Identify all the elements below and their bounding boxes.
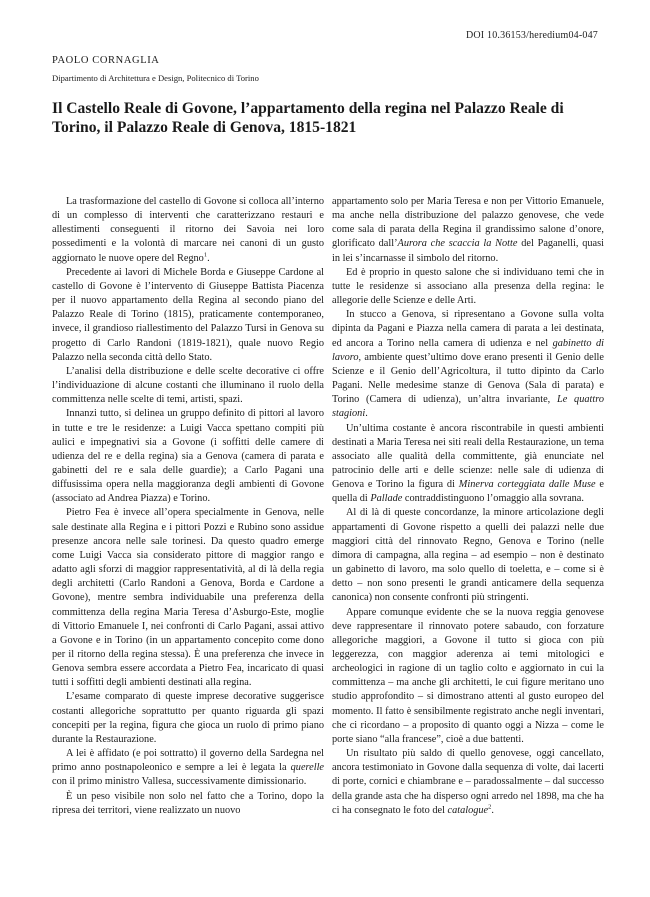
italic-phrase: Pallade (370, 493, 403, 505)
paragraph-text: . (207, 252, 210, 264)
body-paragraph (52, 266, 324, 365)
italic-phrase: Aurora che scaccia la Notte (397, 238, 518, 250)
paragraph-text: del Paganelli, quasi in lei s’incarnasse il simbolo del ritorno. (332, 238, 604, 264)
paragraph-text: appartamento solo per Maria Teresa e non per Vittorio Emanuele, ma anche nella distribuzione del palazzo genovese, che vede come sala di parata della Regina il grandissimo salone d’onore, glorificato dall’ (332, 196, 604, 250)
paragraph-text: contraddistinguono l’omaggio alla sovrana. (402, 493, 584, 505)
paragraph-text: A lei è affidato (e poi sottratto) il governo della Sardegna nel primo anno postnapoleonico e sempre a lei è legata la (52, 748, 324, 774)
paragraph-text: Appare comunque evidente che se la nuova reggia genovese deve rappresentare il rinnovato potere sabaudo, con forzature allegoriche maggiori, a Govone il tutto si gioca con più leggerezza, con maggior aderenza ai temi mitologici e archeologici in ragione di un taglio colto e aggiornato in cui la committenza – ma anche gli architetti, le cui figure meritano uno studio approfondito – si dimostrano attenti al gusto europeo del momento. Il fatto è sensibilmente registrato anche negli inventari, che ci ricordano – a proposito di quanto oggi a Nizza – come le porte siano “alla francese”, cioè a due battenti. (332, 606, 604, 745)
paragraph-text: La trasformazione del castello di Govone si colloca all’interno di un complesso di interventi che caratterizzano restauri e allestimenti conseguenti il ritorno dei Savoia nei loro possedimenti e la volontà di marcare nei canoni di un gusto aggiornato le nuove opere del Regno (52, 196, 324, 264)
paragraph-text: Ed è proprio in questo salone che si individuano temi che in tutte le residenze si associano alla presenza della regina: le allegorie delle Scienze e delle Arti. (332, 266, 604, 307)
italic-phrase: Le quattro stagioni (332, 394, 604, 420)
body-paragraph (52, 790, 324, 818)
body-paragraph (332, 747, 604, 818)
paragraph-text: Precedente ai lavori di Michele Borda e Giuseppe Cardone al castello di Govone è l’intervento di Giuseppe Battista Piacenza per il nuovo appartamento della Regina al secondo piano del Palazzo Reale di Torino (1815), praticamente contemporaneo, invece, il grandioso riallestimento del Palazzo Tursi in Genova su progetto di Carlo Randoni (1819-1821), quale nuovo Regio Palazzo nella seconda città dello Stato. (52, 266, 324, 363)
paragraph-text: . (365, 408, 368, 420)
body-paragraph (332, 266, 604, 308)
footnote-marker: 1 (203, 251, 208, 259)
paragraph-text: Un’ultima costante è ancora riscontrabile in questi ambienti destinati a Maria Teresa nei siti reali della Restaurazione, un tema associato alle qualità della committente, già enunciate nel patrocinio delle arti e delle scienze: nelle sale di udienza di Genova e Torino la figura di (332, 422, 604, 491)
body-column-right (332, 195, 604, 818)
body-paragraph (332, 606, 604, 748)
paragraph-text: Al di là di queste concordanze, la minore articolazione degli appartamenti di Govone rispetto a quelli dei palazzi nelle due maggiori città del rinnovato Regno, Genova e Torino (nelle dimora di campagna, alla regina – ad esempio – non è destinato un gabinetto di lavoro, ma solo quello di toeletta, e – come si è detto – non sono presenti le grandi anticamere della sequenza canonica) non consente confronti più stringenti. (332, 507, 604, 604)
body-paragraph (52, 747, 324, 789)
italic-phrase: catalogue (447, 804, 489, 816)
paragraph-text: , ambiente quest’ultimo dove erano presenti il Genio delle Scienze e il Genio dell’Agricoltura, il tutto dipinto da Carlo Pagani. Nelle medesime stanze di Genova (Sala di parata) e Torino (Camera di udienza), un’altra invariante, (332, 351, 604, 406)
paragraph-text: In stucco a Genova, si ripresentano a Govone sulla volta dipinta da Pagani e Piazza nella camera di parata a lei destinata, ed ancora a Torino nella camera di udienza e nel (332, 309, 604, 349)
italic-phrase: gabinetto di lavoro (332, 337, 604, 363)
body-paragraph (332, 506, 604, 605)
body-paragraph (52, 365, 324, 407)
italic-phrase: querelle (290, 762, 324, 774)
paragraph-text: Pietro Fea è invece all’opera specialmente in Genova, nelle sale destinate alla Regina e i pittori Pozzi e Rubino sono assidue presenze ancora nelle sale torinesi. Da questo quadro emerge come Luigi Vacca sia considerato pittore di maggior rango e adatto agli sforzi di maggior rappresentatività, al di là della regia degli architetti (Carlo Randoni a Genova, Borda e Cardone a Govone), mentre sembra individuabile una preferenza della committenza della regina Maria Teresa d’Asburgo-Este, moglie di Vittorio Emanuele I, nei confronti di Carlo Pagani, assai attivo a Govone e in Torino (in un appartamento concepito come dono per il ritorno della regina stessa). È una preferenza che invece in Genova sembra essere accordata a Pietro Fea, incaricato di quasi tutti i soffitti degli ambienti destinati alla regina. (52, 507, 324, 689)
paragraph-text: . (491, 804, 494, 816)
body-paragraph (52, 195, 324, 266)
body-paragraph (332, 195, 604, 266)
body-paragraph (52, 690, 324, 747)
italic-phrase: Minerva corteggiata dalle Muse (458, 479, 596, 491)
body-column-left (52, 195, 324, 818)
paragraph-text: È un peso visibile non solo nel fatto che a Torino, dopo la ripresa dei territori, viene realizzato un nuovo (52, 790, 324, 816)
article-title: Il Castello Reale di Govone, l’appartamento della regina nel Palazzo Reale di Torino, il Palazzo Reale di Genova, 1815-1821 (52, 100, 564, 136)
footnote-marker: 2 (488, 803, 492, 811)
paragraph-text: L’analisi della distribuzione e delle scelte decorative ci offre l’individuazione di alcune costanti che illuminano il ruolo della committenza nelle scelte di temi, artisti, spazi. (52, 365, 324, 406)
body-paragraph (332, 308, 604, 421)
paragraph-text: e quella di (332, 479, 604, 505)
body-paragraph (52, 506, 324, 690)
author-affiliation: Dipartimento di Architettura e Design, Politecnico di Torino (52, 73, 259, 83)
paragraph-text: Un risultato più saldo di quello genovese, oggi cancellato, ancora testimoniato in Govone dalla sequenza di volte, dai lacerti di porte, cornici e chiambrane e – paradossalmente – dal successo della grande asta che ha disperso ogni arredo nel 1898, ma che ha ci ha consegnato le foto del (332, 748, 604, 816)
body-paragraph (332, 422, 604, 507)
author-name: PAOLO CORNAGLIA (52, 55, 160, 66)
doi-label: DOI 10.36153/heredium04-047 (465, 30, 598, 41)
paragraph-text: con il primo ministro Vallesa, successivamente dimissionario. (52, 776, 307, 788)
paragraph-text: L’esame comparato di queste imprese decorative suggerisce costanti allegoriche soprattutto per quanto riguarda gli spazi concepiti per la regina, figura che gioca un ruolo di primo piano durante la Restaurazione. (52, 691, 324, 745)
body-paragraph (52, 407, 324, 506)
paragraph-text: Innanzi tutto, si delinea un gruppo definito di pittori al lavoro in tutte e tre le residenze: a Luigi Vacca spettano compiti più aulici e impegnativi sia a Govone (i soffitti delle camere di udienza del re e della regina) sia a Genova (camera di parata e gabinetti del re e sala delle guardie); a Carlo Pagani una diffusissima opera nella maggioranza degli ambienti di Govone (associato ad Andrea Piazza) e Torino. (52, 408, 324, 505)
